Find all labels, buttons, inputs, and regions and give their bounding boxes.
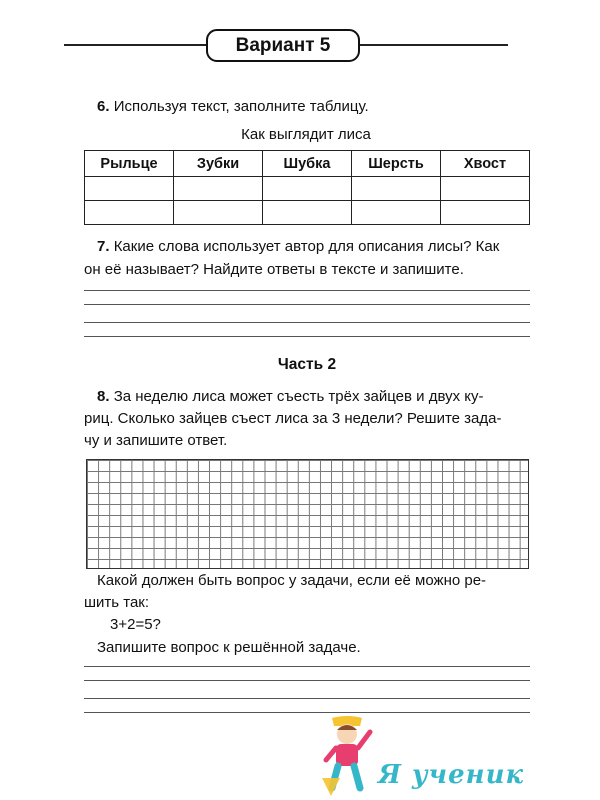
task-6-text: Используя текст, заполните таблицу.	[113, 98, 369, 115]
task-8-prompt	[97, 386, 484, 408]
answer-line[interactable]	[84, 666, 530, 667]
task-7-line-2: он её называет? Найдите ответы в тексте и запишите.	[84, 261, 464, 278]
solution-grid[interactable]	[86, 459, 529, 569]
task-7-line-1: Какие слова использует автор для описания лисы? Как	[113, 238, 500, 255]
variant-title	[206, 29, 360, 62]
task-6-number: 6.	[97, 98, 110, 115]
col-header-teeth: Зубки	[174, 151, 263, 177]
answer-line[interactable]	[84, 712, 530, 713]
answer-line[interactable]	[84, 290, 530, 291]
table-header-row	[85, 151, 530, 177]
col-header-tail: Хвост	[441, 151, 530, 177]
part-2-title: Часть 2	[277, 356, 337, 373]
answer-line[interactable]	[84, 336, 530, 337]
task-7-number: 7.	[97, 238, 110, 255]
table-cell[interactable]	[441, 201, 530, 225]
table-cell[interactable]	[174, 177, 263, 201]
table-cell[interactable]	[263, 201, 352, 225]
watermark-text: Я ученик	[378, 760, 525, 790]
table-cell[interactable]	[441, 177, 530, 201]
header-rule-right	[358, 44, 508, 46]
header-rule-left	[64, 44, 208, 46]
task-7-prompt	[97, 236, 499, 258]
task-6-prompt	[97, 96, 369, 118]
table-cell[interactable]	[352, 201, 441, 225]
task-8-number: 8.	[97, 388, 110, 405]
instruction: Запишите вопрос к решённой задаче.	[97, 639, 361, 656]
answer-line[interactable]	[84, 322, 530, 323]
fox-appearance-table	[84, 150, 530, 225]
student-mascot-icon	[318, 712, 378, 798]
answer-line[interactable]	[84, 304, 530, 305]
task-8-line-1: За неделю лиса может съесть трёх зайцев и двух ку-	[113, 388, 484, 405]
task-8-line-2: риц. Сколько зайцев съест лиса за 3 недели? Решите зада-	[84, 410, 502, 427]
table-cell[interactable]	[85, 201, 174, 225]
col-header-snout: Рыльце	[85, 151, 174, 177]
answer-line[interactable]	[84, 698, 530, 699]
table-cell[interactable]	[174, 201, 263, 225]
expression: 3+2=5?	[110, 616, 161, 633]
question-line-2: шить так:	[84, 594, 150, 611]
table-row	[85, 201, 530, 225]
table-cell[interactable]	[263, 177, 352, 201]
question-line-1: Какой должен быть вопрос у задачи, если её можно ре-	[97, 572, 487, 589]
table-cell[interactable]	[85, 177, 174, 201]
variant-label: Вариант 5	[235, 34, 331, 56]
table-title: Как выглядит лиса	[241, 126, 371, 143]
task-8-line-3: чу и запишите ответ.	[84, 432, 228, 449]
col-header-fur: Шерсть	[352, 151, 441, 177]
table-cell[interactable]	[352, 177, 441, 201]
col-header-coat: Шубка	[263, 151, 352, 177]
table-row	[85, 177, 530, 201]
answer-line[interactable]	[84, 680, 530, 681]
